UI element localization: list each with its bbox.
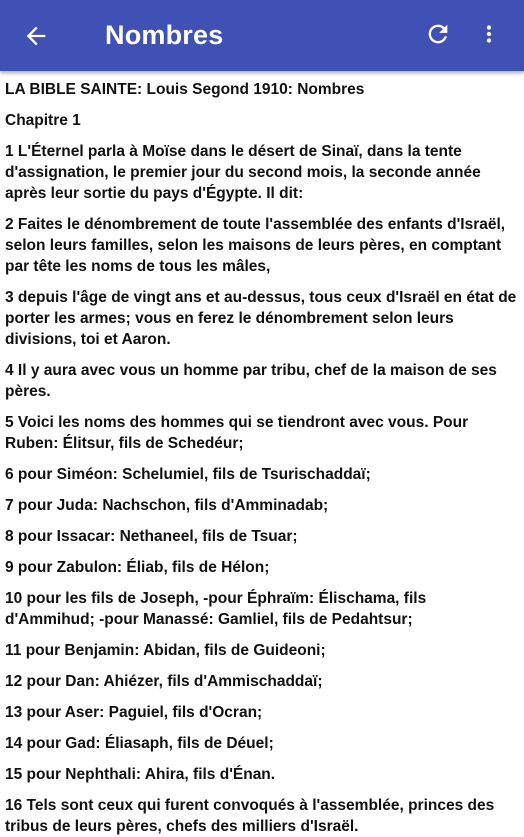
verse-3: 3 depuis l'âge de vingt ans et au-dessus, tous ceux d'Israël en état de porter les armes; vous en ferez le dénombrement selon leurs divisions, toi et Aaron. [5,289,517,348]
back-button[interactable] [18,18,54,54]
app-bar [0,0,524,71]
verse-9: 9 pour Zabulon: Éliab, fils de Hélon; [5,559,270,576]
verse-11: 11 pour Benjamin: Abidan, fils de Guideoni; [5,642,326,659]
verse-15: 15 pour Nephthali: Ahira, fils d'Énan. [5,766,276,783]
verse-8: 8 pour Issacar: Nethaneel, fils de Tsuar; [5,528,298,545]
book-heading: LA BIBLE SAINTE: Louis Segond 1910: Nombres [5,81,365,98]
verse-10: 10 pour les fils de Joseph, -pour Éphraïm: Élischama, fils d'Ammihud; -pour Manassé: Gamliel, fils de Pedahtsur; [5,590,427,628]
verse-4: 4 Il y aura avec vous un homme par tribu, chef de la maison de ses pères. [5,362,497,400]
page-title: Nombres [105,20,224,50]
verse-1: 1 L'Éternel parla à Moïse dans le désert de Sinaï, dans la tente d'assignation, le premier jour du second mois, la seconde année après leur sortie du pays d'Égypte. Il dit: [5,143,481,202]
chapter-title: Chapitre 1 [5,112,81,129]
verse-13: 13 pour Aser: Paguiel, fils d'Ocran; [5,704,263,721]
refresh-button[interactable] [420,16,456,52]
refresh-icon [424,20,452,48]
verse-5: 5 Voici les noms des hommes qui se tiendront avec vous. Pour Ruben: Élitsur, fils de Schedéur; [5,414,469,452]
more-vert-icon [476,20,502,48]
verse-14: 14 pour Gad: Éliasaph, fils de Déuel; [5,735,274,752]
verse-2: 2 Faites le dénombrement de toute l'assemblée des enfants d'Israël, selon leurs familles, selon les maisons de leurs pères, en comptant par tête les noms de tous les mâles, [5,216,506,275]
verse-7: 7 pour Juda: Nachschon, fils d'Amminadab; [5,497,329,514]
verse-16: 16 Tels sont ceux qui furent convoqués à l'assemblée, princes des tribus de leurs pères, chefs des milliers d'Israël. [5,797,495,835]
verse-6: 6 pour Siméon: Schelumiel, fils de Tsurischaddaï; [5,466,371,483]
verse-12: 12 pour Dan: Ahiézer, fils d'Ammischaddaï; [5,673,323,690]
more-options-button[interactable] [476,16,502,52]
arrow-left-icon [22,22,50,50]
bible-text-content[interactable] [0,74,524,835]
